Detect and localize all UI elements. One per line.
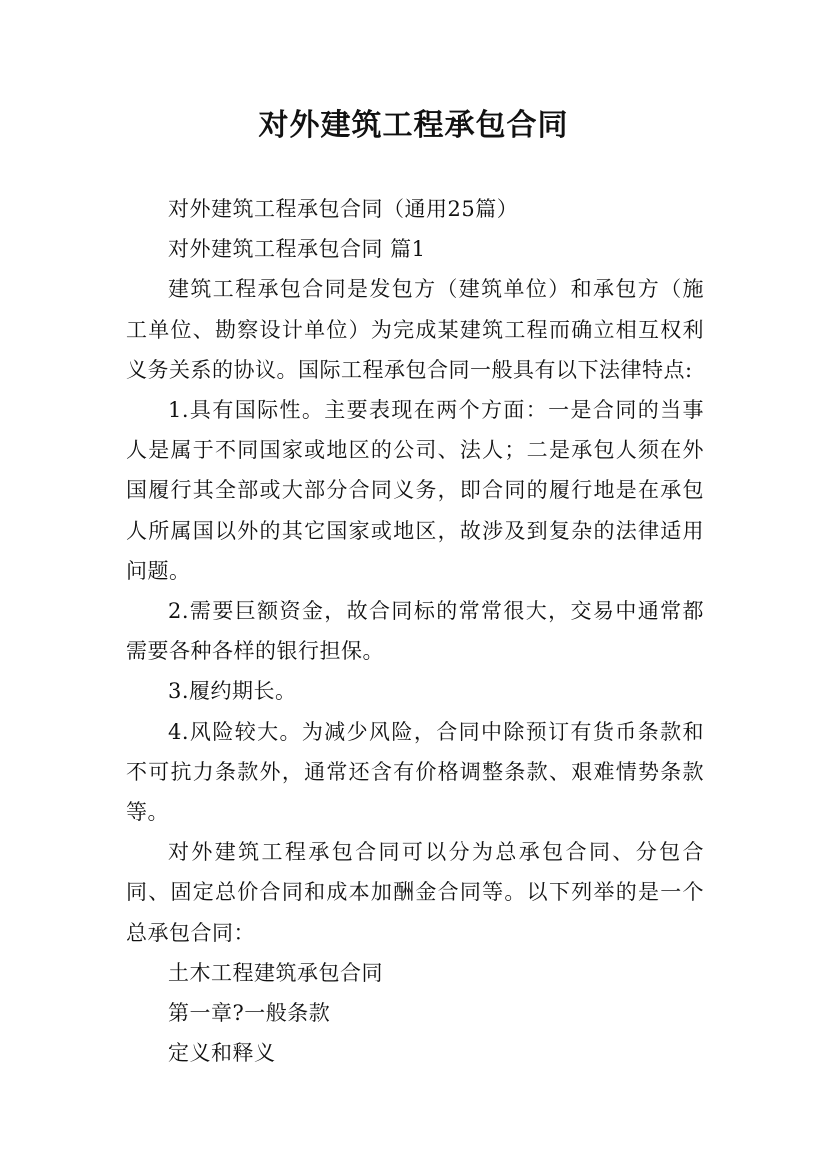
paragraph-section-heading: 对外建筑工程承包合同 篇1 [168,237,426,262]
paragraph-definitions-heading: 定义和释义 [168,1041,276,1066]
document-body [126,189,704,1073]
paragraph-point-2: 2.需要巨额资金，故合同标的常常很大，交易中通常都需要各种各样的银行担保。 [126,599,704,664]
paragraph-point-1: 1.具有国际性。主要表现在两个方面：一是合同的当事人是属于不同国家或地区的公司、法人；二是承包人须在外国履行其全部或大部分合同义务，即合同的履行地是在承包人所属国以外的其它国家或地区，故涉及到复杂的法律适用问题。 [126,398,704,583]
paragraph-classification: 对外建筑工程承包合同可以分为总承包合同、分包合同、固定总价合同和成本加酬金合同等。以下列举的是一个总承包合同： [126,840,704,945]
paragraph-point-4: 4.风险较大。为减少风险，合同中除预订有货币条款和不可抗力条款外，通常还含有价格调整条款、艰难情势条款等。 [126,719,704,825]
paragraph-subtitle: 对外建筑工程承包合同（通用25篇） [168,197,519,221]
document-title: 对外建筑工程承包合同 [258,108,569,143]
paragraph-intro: 建筑工程承包合同是发包方（建筑单位）和承包方（施工单位、勘察设计单位）为完成某建筑工程而确立相互权利义务关系的协议。国际工程承包合同一般具有以下法律特点: [126,277,704,382]
paragraph-chapter-heading: 第一章?一般条款 [168,1001,331,1026]
paragraph-point-3: 3.履约期长。 [168,679,297,704]
paragraph-contract-name: 土木工程建筑承包合同 [168,960,383,985]
